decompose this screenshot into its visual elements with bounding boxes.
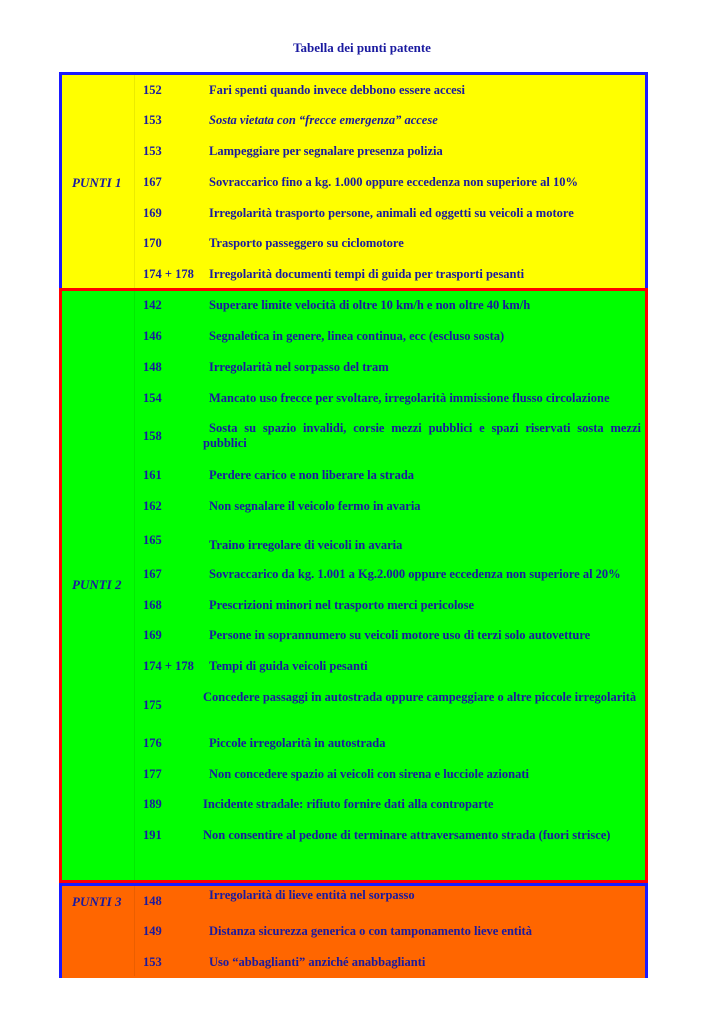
infraction-description: Irregolarità nel sorpasso del tram — [209, 360, 389, 374]
infraction-description: Sosta su spazio invalidi, corsie mezzi pubblici e spazi riservati sosta mezzi pubblici — [203, 421, 641, 450]
infraction-description: Non concedere spazio ai veicoli con sirena e lucciole azionati — [209, 767, 529, 781]
infraction-description: Superare limite velocità di oltre 10 km/h e non oltre 40 km/h — [209, 298, 531, 312]
infraction-description: Traino irregolare di veicoli in avaria — [209, 538, 403, 552]
infraction-description: Non consentire al pedone di terminare attraversamento strada (fuori strisce) — [203, 828, 611, 842]
infraction-description: Persone in soprannumero su veicoli motore uso di terzi solo autovetture — [209, 628, 591, 642]
article-number: 176 — [143, 736, 162, 750]
infraction-description: Fari spenti quando invece debbono essere accesi — [209, 83, 466, 97]
article-number: 169 — [143, 206, 162, 220]
article-number: 153 — [143, 144, 162, 158]
article-number: 146 — [143, 329, 162, 343]
article-number: 191 — [143, 828, 162, 842]
article-number: 148 — [143, 894, 162, 908]
article-number: 162 — [143, 499, 162, 513]
infraction-description: Prescrizioni minori nel trasporto merci pericolose — [209, 598, 475, 612]
article-number: 158 — [143, 429, 162, 443]
infraction-description: Irregolarità trasporto persone, animali ed oggetti su veicoli a motore — [209, 206, 574, 220]
article-number: 161 — [143, 468, 162, 482]
section-label: PUNTI 2 — [72, 577, 122, 592]
infraction-description: Concedere passaggi in autostrada oppure campeggiare o altre piccole irregolarità — [203, 690, 637, 704]
article-number: 167 — [143, 567, 162, 581]
infraction-description: Perdere carico e non liberare la strada — [209, 468, 415, 482]
article-number: 189 — [143, 797, 162, 811]
article-number: 174 + 178 — [143, 267, 194, 281]
article-number: 142 — [143, 298, 162, 312]
article-number: 153 — [143, 955, 162, 969]
infraction-description: Sovraccarico da kg. 1.001 a Kg.2.000 oppure eccedenza non superiore al 20% — [209, 567, 621, 581]
infraction-description: Mancato uso frecce per svoltare, irregolarità immissione flusso circolazione — [209, 391, 610, 405]
infraction-description: Non segnalare il veicolo fermo in avaria — [209, 499, 421, 513]
infraction-description: Trasporto passeggero su ciclomotore — [209, 236, 404, 250]
infraction-description: Piccole irregolarità in autostrada — [209, 736, 386, 750]
column-divider — [134, 291, 135, 880]
section-label: PUNTI 1 — [72, 175, 122, 190]
page-title: Tabella dei punti patente — [293, 40, 431, 55]
infraction-description: Uso “abbaglianti” anziché anabbaglianti — [209, 955, 426, 969]
infraction-description: Irregolarità di lieve entità nel sorpasso — [209, 888, 415, 902]
column-divider — [134, 886, 135, 976]
infraction-description: Distanza sicurezza generica o con tamponamento lieve entità — [209, 924, 532, 938]
infraction-description: Irregolarità documenti tempi di guida per trasporti pesanti — [209, 267, 525, 281]
section-label: PUNTI 3 — [72, 894, 122, 909]
column-divider — [134, 75, 135, 288]
infraction-description: Sosta vietata con “frecce emergenza” accese — [209, 113, 438, 127]
article-number: 165 — [143, 533, 162, 547]
infraction-description: Sovraccarico fino a kg. 1.000 oppure eccedenza non superiore al 10% — [209, 175, 578, 189]
infraction-description: Incidente stradale: rifiuto fornire dati alla controparte — [203, 797, 494, 811]
article-number: 154 — [143, 391, 162, 405]
infraction-description: Lampeggiare per segnalare presenza polizia — [209, 144, 443, 158]
article-number: 153 — [143, 113, 162, 127]
article-number: 175 — [143, 698, 162, 712]
infraction-description: Tempi di guida veicoli pesanti — [209, 659, 368, 673]
article-number: 170 — [143, 236, 162, 250]
article-number: 177 — [143, 767, 162, 781]
article-number: 168 — [143, 598, 162, 612]
article-number: 149 — [143, 924, 162, 938]
article-number: 169 — [143, 628, 162, 642]
infraction-description: Segnaletica in genere, linea continua, ecc (escluso sosta) — [209, 329, 505, 343]
section-punti-2 — [59, 288, 648, 883]
article-number: 148 — [143, 360, 162, 374]
article-number: 152 — [143, 83, 162, 97]
article-number: 174 + 178 — [143, 659, 194, 673]
article-number: 167 — [143, 175, 162, 189]
